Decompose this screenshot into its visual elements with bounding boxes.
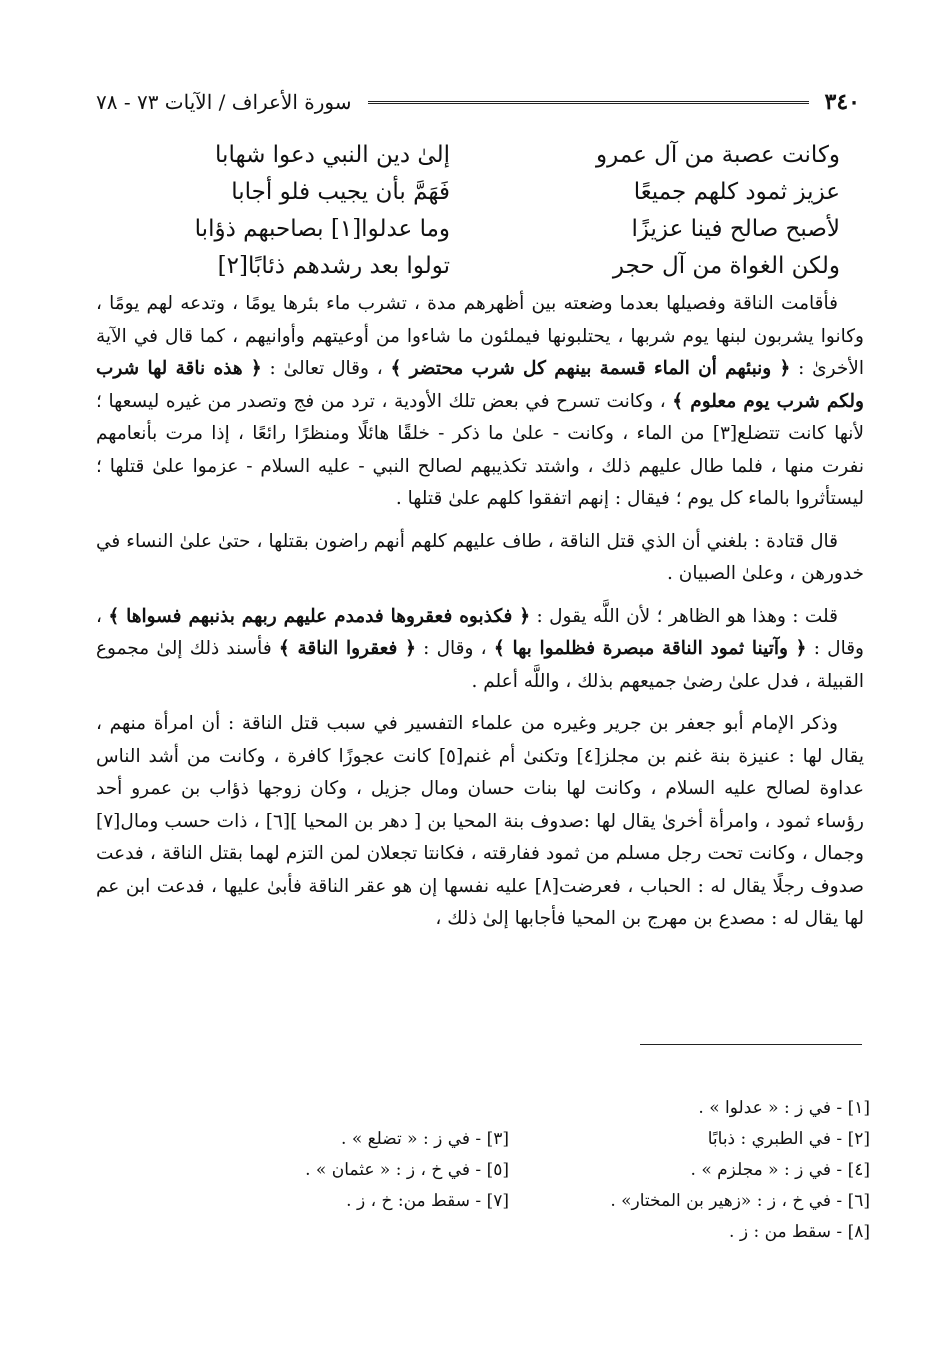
poem-second-hemistich: فَهَمَّ بأن يجيب فلو أجابا (231, 178, 450, 205)
poem-first-hemistich: عزيز ثمود كلهم جميعًا (633, 178, 840, 205)
header-rule (368, 101, 809, 104)
footnote: [٢] - في الطبري : ذبابًا (707, 1128, 870, 1149)
quran-verse: ﴿ فكذبوه فعقروها فدمدم عليهم ربهم بذنبهم فسواها ﴾ (108, 605, 531, 627)
quran-verse: ﴿ فعقروا الناقة ﴾ (278, 638, 416, 659)
poem-second-hemistich: إلىٰ دين النبي دعوا شهابا (215, 141, 450, 168)
quran-verse: ﴿ ونبئهم أن الماء قسمة بينهم كل شرب محتضر ﴾ (390, 358, 791, 379)
footnote: [٧] - سقط من: خ ، ز . (346, 1190, 509, 1211)
text-segment: ، وقال تعالىٰ : (261, 358, 383, 379)
text-segment: ، وقال : (415, 638, 487, 659)
paragraph (96, 708, 864, 936)
footnote: [٤] - في ز : « مجلزم » . (690, 1159, 870, 1180)
poem-first-hemistich: وكانت عصبة من آل عمرو (596, 141, 840, 168)
text-segment: فأقامت الناقة وفصيلها بعدما وضعته بين أظهرهم مدة ، تشرب ماء بئرها يومًا ، وتدعه لهم يومًا ، وكانوا يشربون لبنها يوم شربها ، يحتلبونها فيملئون ما شاءوا من أوعيتهم وأوانيهم ، كما قال في الآية الأخرىٰ : (96, 293, 864, 379)
quran-verse: ﴿ وآتينا ثمود الناقة مبصرة فظلموا بها ﴾ (493, 638, 807, 659)
footnotes (220, 1092, 870, 1247)
text-segment: قلت : وهذا هو الظاهر ؛ لأن اللَّه يقول : (530, 605, 838, 627)
body-text (96, 288, 864, 936)
poem-second-hemistich: وما عدلوا[١] بصاحبهم ذؤابا (194, 215, 450, 242)
footnote: [٥] - في خ ، ز : « عثمان » . (305, 1159, 509, 1180)
paragraph (96, 601, 864, 699)
running-title: سورة الأعراف / الآيات ٧٣ - ٧٨ (96, 90, 352, 114)
poem-first-hemistich: لأصبح صالح فينا عزيزًا (631, 215, 840, 242)
page-number: ٣٤٠ (824, 89, 860, 115)
poem-line (120, 136, 840, 173)
poem-line (120, 210, 840, 247)
footnote-row (220, 1154, 870, 1185)
text-segment: وذكر الإمام أبو جعفر بن جرير وغيره من علماء التفسير في سبب قتل الناقة : أن امرأة منهم ، يقال لها : عنيزة بنة غنم بن مجلز[٤] وتكنىٰ أم غنم[٥] كانت عجوزًا كافرة ، وكانت من أشد الناس عداوة لصالح عليه السلام ، وكانت لها بنات حسان ومال جزيل ، وكان زوجها ذؤاب بن عمرو أحد رؤساء ثمود ، وامرأة أخرىٰ يقال لها :صدوف بنة المحيا بن [ دهر بن المحيا ][٦] ، ذات حسب ومال[٧] وجمال ، وكانت تحت رجل مسلم من ثمود ففارقته ، فكانتا تجعلان لمن التزم لهما بقتل الناقة ، فدعت صدوف رجلًا يقال له : الحباب ، فعرضت[٨] عليه نفسها إن هو عقر الناقة فأبىٰ عليها ، فدعت ابن عم لها يقال له : مصدع بن مهرج بن المحيا فأجابها إلىٰ ذلك ، (96, 713, 864, 929)
footnote: [٣] - في ز : « تضلع » . (341, 1128, 509, 1149)
poem-block (120, 136, 840, 284)
footnote: [٨] - سقط من : ز . (729, 1221, 870, 1242)
poem-second-hemistich: تولوا بعد رشدهم ذئابًا[٢] (217, 252, 450, 279)
footnote-row (220, 1185, 870, 1216)
page-header (96, 84, 860, 120)
text-segment: ، وقال : (96, 605, 864, 659)
footnote: [١] - في ز : « عدلوا » . (698, 1097, 870, 1118)
poem-line (120, 173, 840, 210)
poem-first-hemistich: ولكن الغواة من آل حجر (612, 252, 840, 279)
text-segment: ، وكانت تسرح في بعض تلك الأودية ، ترد من فج وتصدر من غيره ليسعها ؛ لأنها كانت تتضلع[٣] من الماء ، وكانت - علىٰ ما ذكر - خلقًا هائلًا ومنظرًا رائعًا ، إذا مرت بأنعامهم نفرت منها ، فلما طال عليهم ذلك ، واشتد تكذيبهم لصالح النبي - عليه السلام - عزموا علىٰ قتلها ؛ ليستأثروا بالماء كل يوم ؛ فيقال : إنهم اتفقوا كلهم علىٰ قتلها . (96, 390, 864, 509)
footnote-row (220, 1092, 870, 1123)
footnote-row (220, 1216, 870, 1247)
footnote-row (220, 1123, 870, 1154)
poem-line (120, 247, 840, 284)
footnote: [٦] - في خ ، ز : «زهير بن المختار» . (610, 1190, 870, 1211)
paragraph (96, 288, 864, 516)
footnote-separator (640, 1044, 862, 1045)
text-segment: قال قتادة : بلغني أن الذي قتل الناقة ، طاف عليهم كلهم أنهم راضون بقتلها ، حتىٰ علىٰ النساء في خدورهن ، وعلىٰ الصبيان . (96, 530, 864, 584)
quran-verse: ﴿ هذه ناقة لها شرب ولكم شرب يوم معلوم ﴾ (96, 358, 864, 412)
paragraph (96, 526, 864, 591)
text-segment: فأسند ذلك إلىٰ مجموع القبيلة ، فدل علىٰ رضىٰ جميعهم بذلك ، واللَّه أعلم . (96, 638, 864, 692)
